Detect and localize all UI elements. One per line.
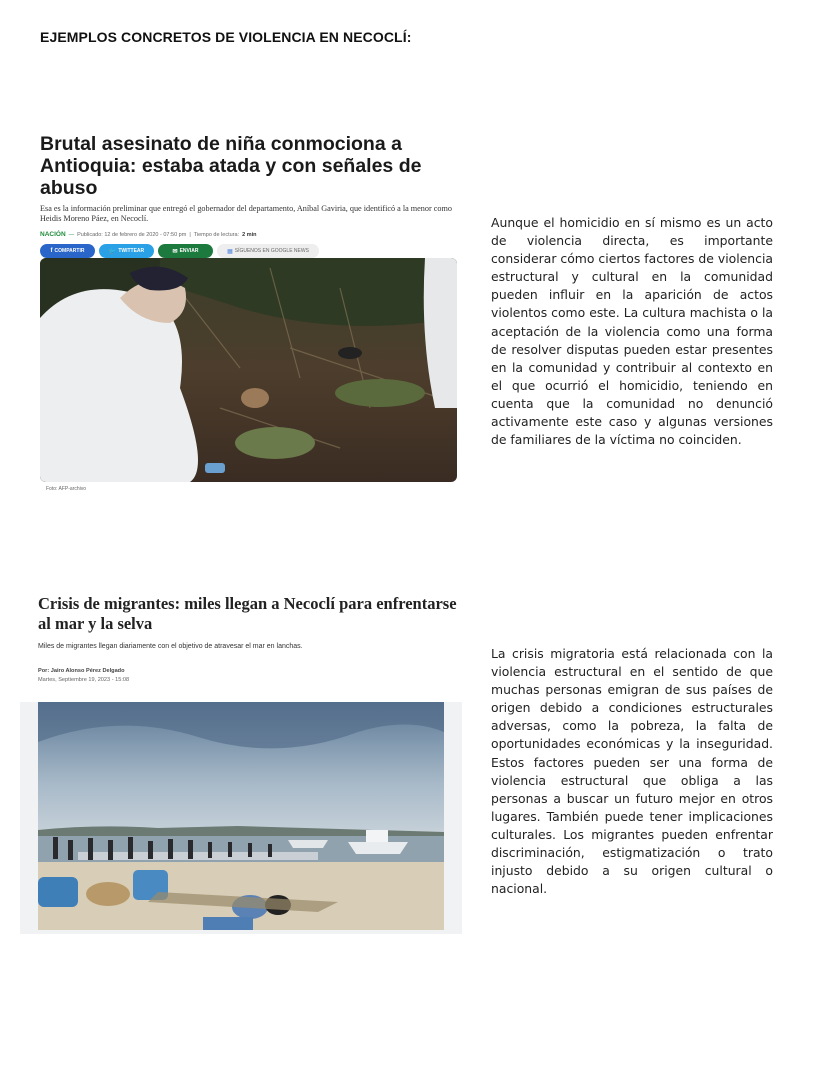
article2-date: Martes, Septiembre 19, 2023 - 15:08 [38,677,130,683]
facebook-share-button[interactable] [40,244,95,258]
twitter-icon: 🐦 [108,248,117,255]
paragraph-migration: La crisis migratoria está relacionada con la violencia estructural en el sentido de que muchas personas emigran de sus países de origen debido a condiciones estructurales adversas, como la pobreza, la falta de oportunidades económicas y la inseguridad. Estos factores pueden ser una forma de violencia estructural que obliga a las personas a buscar un futuro mejor en otros lugares. También puede tener implicaciones culturales. Los migrantes pueden enfrentar discriminación, estigmatización o trato injusto debido a su origen cultural o nacional. [491,646,773,897]
share-buttons [40,244,460,258]
article1-meta [40,231,460,238]
google-news-button[interactable] [217,244,319,258]
news-clipping-2 [38,594,458,683]
article2-dek: Miles de migrantes llegan diariamente con el objetivo de atravesar el mar en lanchas. [38,643,303,650]
article1-reading-label: Tiempo de lectura: [193,231,240,238]
facebook-share-label: COMPARTIR [54,248,85,254]
crime-scene-photo [40,258,457,482]
article1-dek: Esa es la información preliminar que entregó el gobernador del departamento, Aníbal Gaviria, que identificó a la menor como Heidis Moreno Páez, en Necoclí. [40,204,452,223]
email-share-label: ENVIAR [179,248,199,254]
meta-divider: | [189,231,191,238]
article1-photo-credit: Foto: AFP-archivo [46,486,87,492]
paragraph-homicide: Aunque el homicidio en sí mismo es un acto de violencia directa, es importante considerar cómo ciertos factores de violencia estructural y cultural en la comunidad pueden influir en la aparición de actos violentos como este. La cultura machista o la aceptación de la violencia como una forma de resolver disputas pueden estar presentes en la comunidad y contribuir al contexto en el que ocurrió el homicidio, teniendo en cuenta que la comunidad no denunció activamente este caso y algunas versiones de familiares de la víctima no coinciden. [491,215,773,448]
twitter-share-button[interactable] [99,244,154,258]
article2-byline: Por: Jairo Alonso Pérez Delgado [38,668,125,674]
article2-headline: Crisis de migrantes: miles llegan a Necoclí para enfrentarse al mar y la selva [38,594,457,633]
article1-section: NACIÓN [40,231,66,238]
article1-reading-time: 2 min [242,231,257,238]
facebook-icon: f [50,248,53,254]
migrants-beach-photo [38,702,444,930]
news-clipping-1 [40,133,460,492]
twitter-share-label: TWITTEAR [118,248,145,254]
page-heading: EJEMPLOS CONCRETOS DE VIOLENCIA EN NECOCLÍ: [40,29,412,45]
mail-icon: ✉ [172,248,178,255]
article1-published: Publicado: 12 de febrero de 2020 - 07:50 pm [77,231,187,238]
google-news-icon: ▦ [227,248,233,255]
meta-separator: — [68,231,75,238]
email-share-button[interactable] [158,244,213,258]
article1-headline: Brutal asesinato de niña conmociona a Antioquia: estaba atada y con señales de abuso [40,133,422,199]
google-news-label: SÍGUENOS EN GOOGLE NEWS [234,248,309,254]
